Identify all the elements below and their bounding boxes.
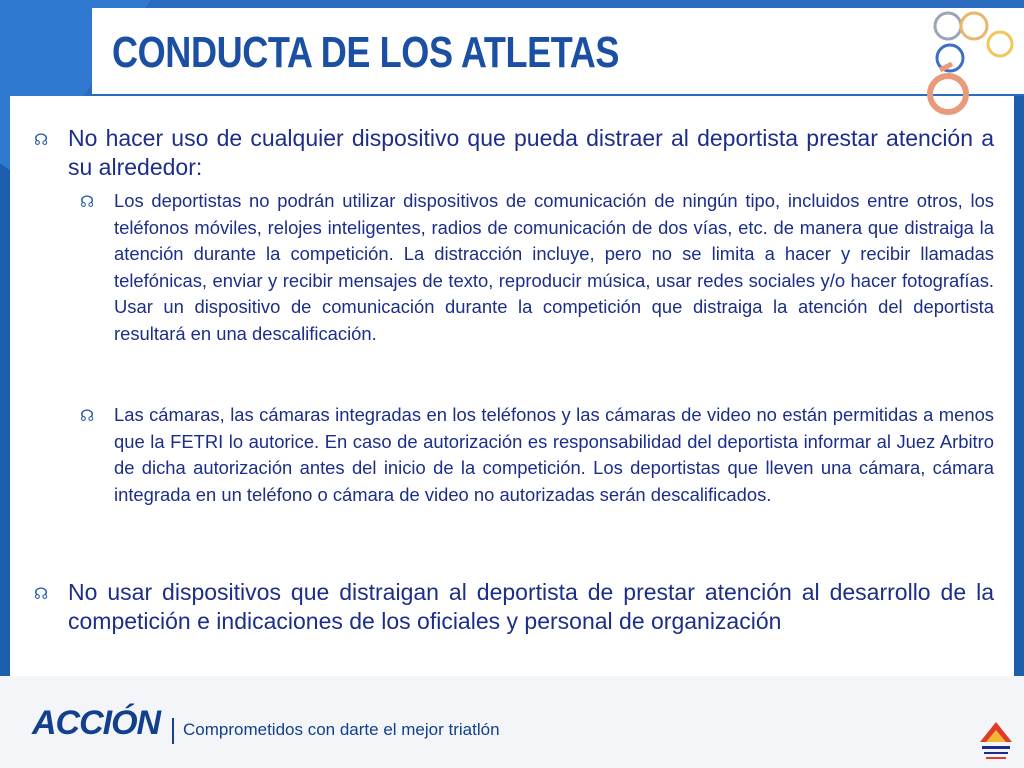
list-item-text: No hacer uso de cualquier dispositivo que pueda distraer al deportista prestar atención a su alrededor: (68, 125, 994, 180)
bullet-icon: ☊ (34, 584, 49, 603)
accion-logo: ACCIÓN (32, 704, 161, 742)
list-item (34, 124, 994, 182)
list-item-text: No usar dispositivos que distraigan al deportista de prestar atención al desarrollo de la competición e indicaciones de los oficiales y personal de organización (68, 579, 994, 634)
footer-separator (172, 718, 174, 744)
bullet-icon: ☊ (80, 406, 95, 425)
footer-slogan: Comprometidos con darte el mejor triatlón (183, 720, 500, 739)
slide-title: CONDUCTA DE LOS ATLETAS (112, 28, 620, 77)
list-item (34, 578, 994, 636)
list-item (80, 402, 994, 508)
bullet-icon: ☊ (80, 192, 95, 211)
list-item-text: Los deportistas no podrán utilizar dispositivos de comunicación de ningún tipo, incluidos entre otros, los teléfonos móviles, relojes inteligentes, radios de comunicación de dos vías, etc. de manera que distraiga la atención durante la competición. La distracción incluye, pero no se limita a hacer y recibir llamadas telefónicas, enviar y recibir mensajes de texto, reproducir música, usar redes sociales y/o hacer fotografías. Usar un dispositivo de comunicación durante la competición que distraiga la atención del deportista resultará en una descalificación. (114, 190, 994, 344)
bullet-icon: ☊ (34, 130, 49, 149)
federation-logo (976, 718, 1016, 762)
list-item (80, 188, 994, 348)
list-item-text: Las cámaras, las cámaras integradas en los teléfonos y las cámaras de video no están permitidas a menos que la FETRI lo autorice. En caso de autorización es responsabilidad del deportista informar al Juez Arbitro de dicha autorización antes del inicio de la competición. Los deportistas que lleven una cámara, cámara integrada en un teléfono o cámara de video no autorizadas serán descalificados. (114, 404, 994, 505)
